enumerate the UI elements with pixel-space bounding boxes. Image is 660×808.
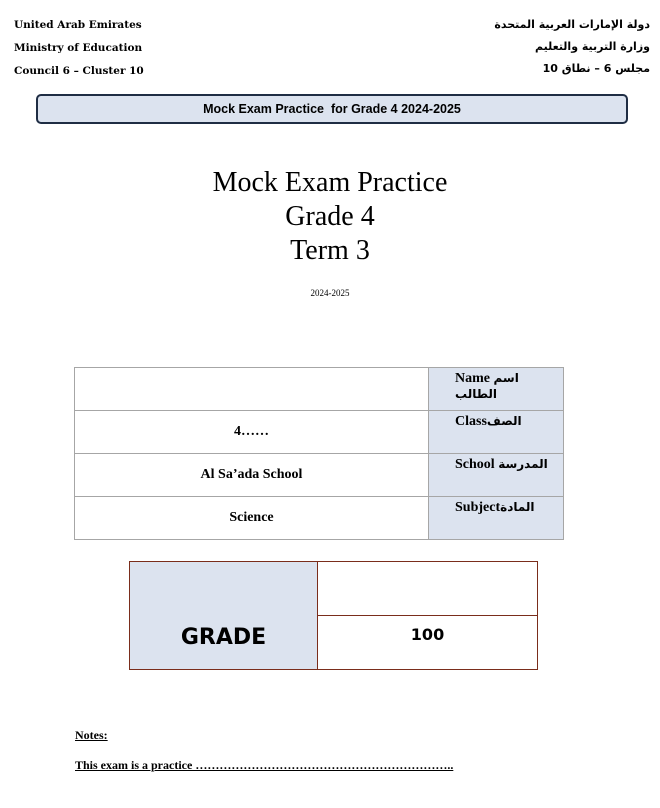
class-value[interactable]: 4…… <box>75 411 429 454</box>
table-row <box>75 497 564 540</box>
header-right <box>494 14 650 80</box>
header-left <box>14 14 144 83</box>
notes-heading: Notes: <box>75 728 108 742</box>
country-ar: دولة الإمارات العربية المتحدة <box>494 18 650 31</box>
grade-score-area <box>318 562 537 669</box>
table-row <box>75 411 564 454</box>
school-value[interactable]: Al Sa’ada School <box>75 454 429 497</box>
name-value[interactable] <box>75 368 429 411</box>
title-exam: Mock Exam Practice <box>212 167 448 198</box>
exam-banner: Mock Exam Practice for Grade 4 2024-2025 <box>36 94 628 124</box>
notes-text: This exam is a practice ……………………………………………………….. <box>75 758 454 772</box>
grade-total: 100 <box>410 625 445 644</box>
ministry-ar: وزارة التربية والتعليم <box>535 40 650 53</box>
title-term: Term 3 <box>290 235 370 266</box>
name-label: Name اسم الطالب <box>429 368 564 411</box>
country-en: United Arab Emirates <box>14 19 142 31</box>
grade-box <box>129 561 538 670</box>
ministry-en: Ministry of Education <box>14 42 143 54</box>
council-en: Council 6 – Cluster 10 <box>14 65 144 77</box>
subject-value[interactable]: Science <box>75 497 429 540</box>
class-label: Classالصف <box>429 411 564 454</box>
council-ar: مجلس 6 – نطاق 10 <box>542 62 650 75</box>
grade-label: GRADE <box>130 562 318 669</box>
student-info-table <box>74 367 564 540</box>
subject-label: Subjectالمادة <box>429 497 564 540</box>
table-row <box>75 368 564 411</box>
grade-score-field[interactable] <box>318 562 537 616</box>
academic-year: 2024-2025 <box>310 288 350 298</box>
table-row <box>75 454 564 497</box>
title-grade: Grade 4 <box>285 201 375 232</box>
title-block <box>0 166 660 268</box>
school-label: School المدرسة <box>429 454 564 497</box>
